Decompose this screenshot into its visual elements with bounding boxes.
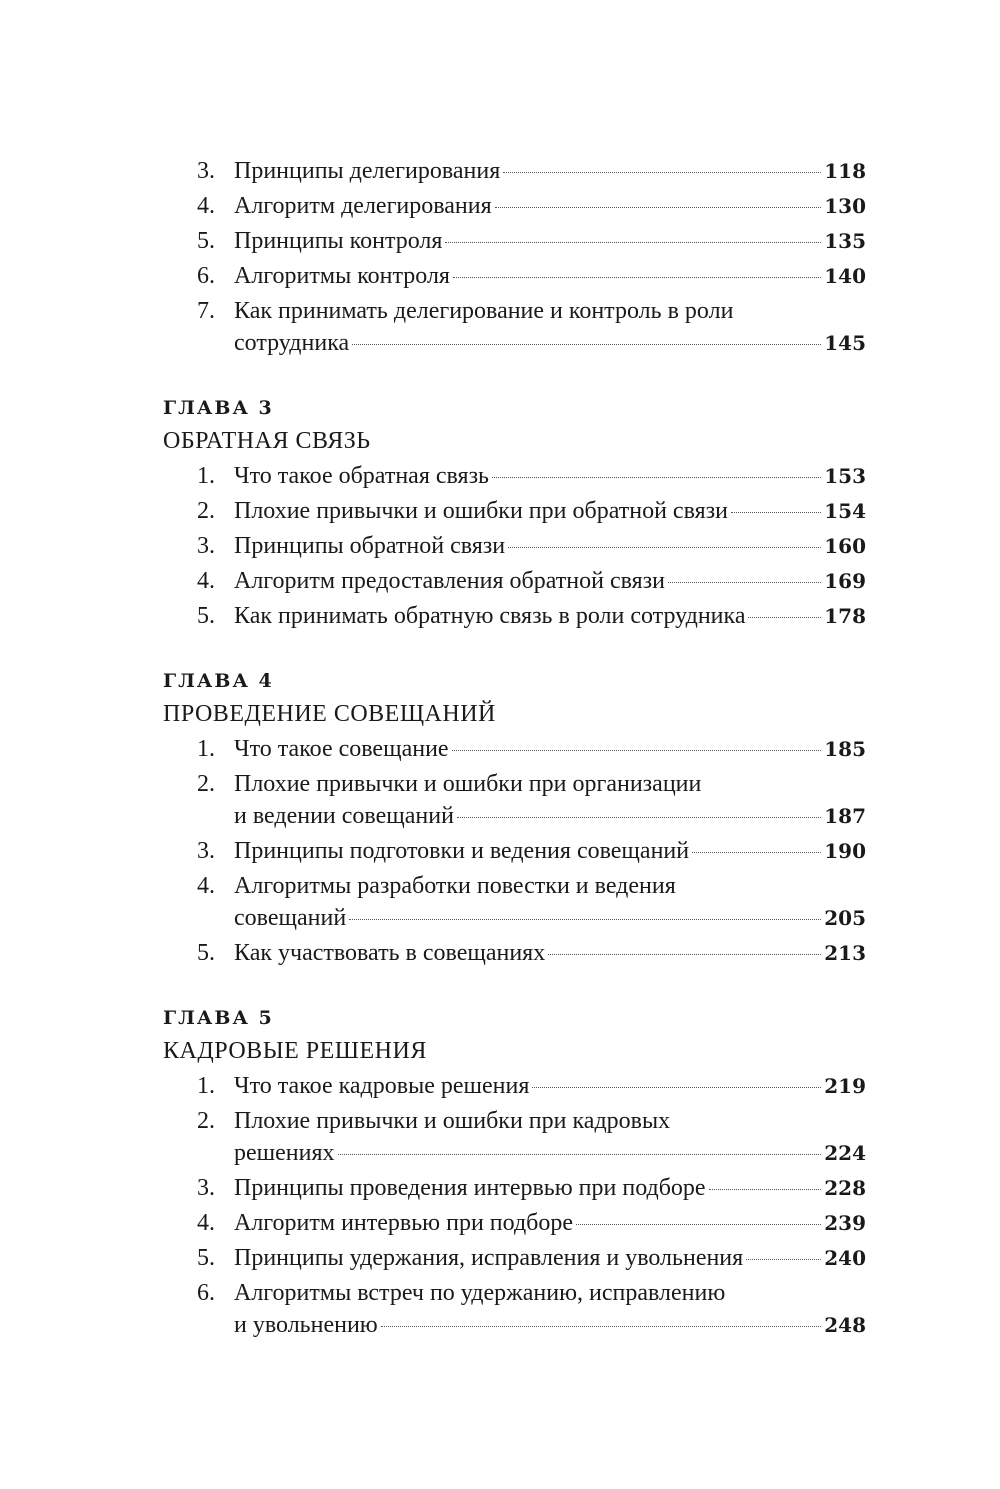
toc-entry[interactable]: [163, 1172, 866, 1204]
page-number: 239: [824, 1211, 866, 1235]
dot-leader: [381, 1326, 822, 1327]
entry-title: Как участвовать в совещаниях: [234, 940, 546, 966]
toc-entry[interactable]: [163, 155, 866, 187]
dot-leader: [576, 1224, 821, 1225]
dot-leader: [748, 617, 821, 618]
entry-row: [234, 530, 866, 562]
page-number: 205: [824, 906, 866, 930]
page-number: 140: [824, 264, 866, 288]
entry-row: [234, 937, 866, 969]
entry-number: 3.: [197, 838, 215, 864]
dot-leader: [508, 547, 821, 548]
dot-leader: [692, 852, 821, 853]
page-number: 248: [824, 1313, 866, 1337]
page-number: 145: [824, 331, 866, 355]
entry-number: 2.: [197, 498, 215, 524]
dot-leader: [503, 172, 821, 173]
entry-title: Плохие привычки и ошибки при обратной связи: [234, 498, 728, 524]
page-number: 187: [824, 804, 866, 828]
entry-title: Что такое совещание: [234, 736, 449, 762]
dot-leader: [532, 1087, 821, 1088]
entry-row: [234, 1137, 866, 1169]
entry-row: [234, 327, 866, 359]
entry-row: [234, 1207, 866, 1239]
entry-number: 1.: [197, 736, 215, 762]
toc-section: [163, 396, 866, 632]
toc-entry[interactable]: [163, 530, 866, 562]
entry-number: 7.: [197, 298, 215, 324]
entry-number: 5.: [197, 1245, 215, 1271]
entry-number: 5.: [197, 603, 215, 629]
entry-title: Принципы удержания, исправления и увольнения: [234, 1245, 744, 1271]
entry-title: Алгоритм предоставления обратной связи: [234, 568, 665, 594]
chapter-label: ГЛАВА 3: [163, 397, 274, 419]
toc-entry[interactable]: [163, 190, 866, 222]
page-number: 240: [824, 1246, 866, 1270]
entry-title: и увольнению: [234, 1312, 378, 1338]
entry-title-line: Плохие привычки и ошибки при кадровых: [234, 1108, 671, 1134]
entry-number: 5.: [197, 228, 215, 254]
entry-number: 2.: [197, 1108, 215, 1134]
dot-leader: [452, 750, 822, 751]
entry-number: 1.: [197, 1073, 215, 1099]
toc-entry[interactable]: [163, 835, 866, 867]
entry-title: совещаний: [234, 905, 347, 931]
entry-row: [234, 800, 866, 832]
entry-title: Принципы подготовки и ведения совещаний: [234, 838, 690, 864]
page-number: 153: [824, 464, 866, 488]
entry-row: [234, 600, 866, 632]
page-number: 160: [824, 534, 866, 558]
entry-row: [234, 190, 866, 222]
toc-entry[interactable]: [163, 1277, 866, 1341]
dot-leader: [457, 817, 821, 818]
chapter-title: ПРОВЕДЕНИЕ СОВЕЩАНИЙ: [163, 701, 496, 727]
dot-leader: [668, 582, 821, 583]
entry-number: 4.: [197, 873, 215, 899]
dot-leader: [453, 277, 821, 278]
entry-title: решениях: [234, 1140, 335, 1166]
dot-leader: [548, 954, 821, 955]
entry-title: Принципы делегирования: [234, 158, 501, 184]
entry-number: 5.: [197, 940, 215, 966]
toc-entry[interactable]: [163, 768, 866, 832]
entry-title: сотрудника: [234, 330, 350, 356]
page-number: 118: [824, 159, 866, 183]
toc-section: [163, 669, 866, 969]
toc-entry[interactable]: [163, 1207, 866, 1239]
page-number: 178: [824, 604, 866, 628]
entry-title: Что такое обратная связь: [234, 463, 489, 489]
entry-title: Принципы обратной связи: [234, 533, 506, 559]
entry-number: 3.: [197, 158, 215, 184]
entry-number: 4.: [197, 1210, 215, 1236]
page-number: 190: [824, 839, 866, 863]
entry-row: [234, 1070, 866, 1102]
toc-section: [163, 1006, 866, 1341]
page-number: 213: [824, 941, 866, 965]
entry-number: 4.: [197, 568, 215, 594]
page-number: 169: [824, 569, 866, 593]
toc-entry[interactable]: [163, 600, 866, 632]
toc-entry[interactable]: [163, 460, 866, 492]
chapter-title: ОБРАТНАЯ СВЯЗЬ: [163, 428, 371, 454]
toc-entry[interactable]: [163, 225, 866, 257]
dot-leader: [709, 1189, 822, 1190]
page-number: 130: [824, 194, 866, 218]
dot-leader: [746, 1259, 821, 1260]
entry-row: [234, 460, 866, 492]
entry-title: Принципы проведения интервью при подборе: [234, 1175, 706, 1201]
page-number: 224: [824, 1141, 866, 1165]
entry-row: [234, 155, 866, 187]
entry-title: Алгоритм делегирования: [234, 193, 492, 219]
dot-leader: [495, 207, 822, 208]
entry-title: и ведении совещаний: [234, 803, 454, 829]
entry-title: Что такое кадровые решения: [234, 1073, 530, 1099]
toc-entry[interactable]: [163, 295, 866, 359]
dot-leader: [352, 344, 821, 345]
toc-entry[interactable]: [163, 260, 866, 292]
entry-title-line: Плохие привычки и ошибки при организации: [234, 771, 702, 797]
entry-title-line: Алгоритмы встреч по удержанию, исправлению: [234, 1280, 726, 1306]
dot-leader: [338, 1154, 822, 1155]
entry-title: Алгоритм интервью при подборе: [234, 1210, 574, 1236]
toc-entry[interactable]: [163, 937, 866, 969]
entry-row: [234, 260, 866, 292]
entry-row: [234, 733, 866, 765]
entry-title-line: Алгоритмы разработки повестки и ведения: [234, 873, 676, 899]
toc-entry[interactable]: [163, 733, 866, 765]
chapter-label: ГЛАВА 4: [163, 670, 274, 692]
entry-title: Принципы контроля: [234, 228, 443, 254]
entry-row: [234, 835, 866, 867]
dot-leader: [492, 477, 821, 478]
toc-section: [163, 155, 866, 359]
dot-leader: [349, 919, 821, 920]
page-number: 154: [824, 499, 866, 523]
entry-number: 6.: [197, 1280, 215, 1306]
dot-leader: [445, 242, 821, 243]
dot-leader: [731, 512, 821, 513]
toc-entry[interactable]: [163, 870, 866, 934]
entry-number: 3.: [197, 533, 215, 559]
table-of-contents: [163, 155, 866, 1344]
entry-row: [234, 1172, 866, 1204]
entry-title: Алгоритмы контроля: [234, 263, 450, 289]
entry-number: 2.: [197, 771, 215, 797]
toc-entry[interactable]: [163, 495, 866, 527]
entry-number: 3.: [197, 1175, 215, 1201]
page-number: 219: [824, 1074, 866, 1098]
chapter-title: КАДРОВЫЕ РЕШЕНИЯ: [163, 1038, 427, 1064]
entry-row: [234, 495, 866, 527]
page-number: 228: [824, 1176, 866, 1200]
page-number: 185: [824, 737, 866, 761]
entry-row: [234, 1309, 866, 1341]
entry-row: [234, 225, 866, 257]
toc-entry[interactable]: [163, 1070, 866, 1102]
entry-title: Как принимать обратную связь в роли сотрудника: [234, 603, 746, 629]
entry-number: 6.: [197, 263, 215, 289]
toc-entry[interactable]: [163, 1105, 866, 1169]
entry-row: [234, 902, 866, 934]
entry-number: 4.: [197, 193, 215, 219]
entry-row: [234, 565, 866, 597]
entry-row: [234, 1242, 866, 1274]
entry-number: 1.: [197, 463, 215, 489]
entry-title-line: Как принимать делегирование и контроль в роли: [234, 298, 734, 324]
page-number: 135: [824, 229, 866, 253]
toc-entry[interactable]: [163, 1242, 866, 1274]
toc-entry[interactable]: [163, 565, 866, 597]
chapter-label: ГЛАВА 5: [163, 1007, 274, 1029]
